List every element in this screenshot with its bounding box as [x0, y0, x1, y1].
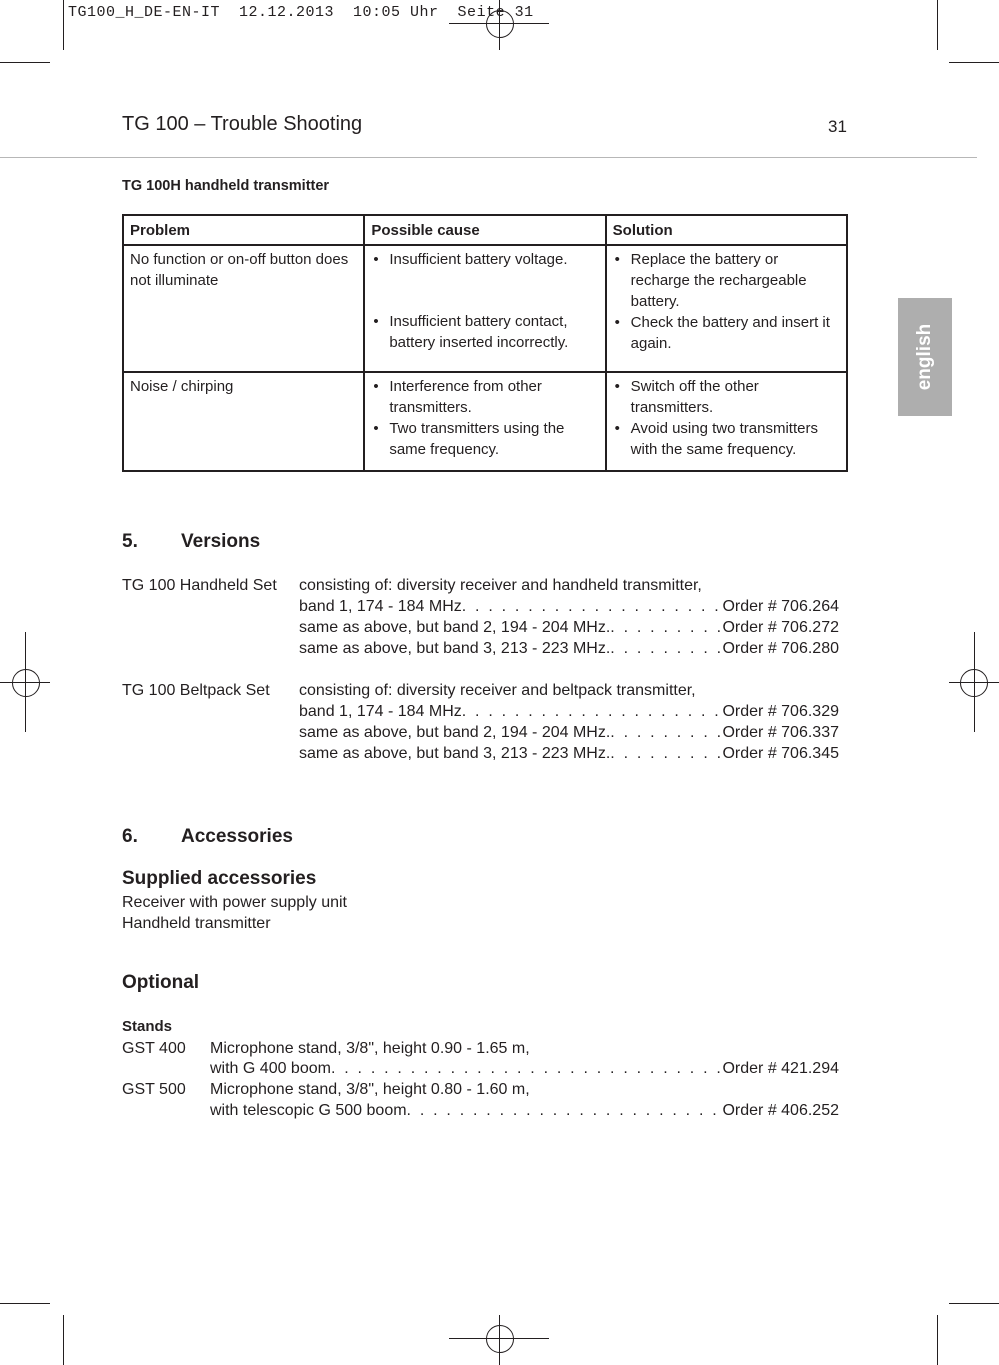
- header-divider: [0, 157, 977, 158]
- stand-model: GST 500: [122, 1081, 186, 1098]
- crop-mark: [949, 62, 999, 63]
- supplied-heading: Supplied accessories: [122, 868, 317, 889]
- order-number: Order # 706.337: [722, 724, 839, 741]
- set-intro: consisting of: diversity receiver and handheld transmitter,: [299, 577, 702, 594]
- cause-item: • Insufficient battery voltage.: [371, 249, 598, 270]
- solution-cell: [606, 372, 847, 471]
- problem-cell: No function or on-off button does not illuminate: [123, 245, 364, 372]
- registration-target-icon: [960, 669, 988, 697]
- order-label: same as above, but band 3, 213 - 223 MHz.: [299, 640, 611, 657]
- crop-mark: [0, 1303, 50, 1304]
- solution-item: • Avoid using two transmitters with the same frequency.: [613, 418, 840, 460]
- order-line: [299, 617, 839, 638]
- order-line: [299, 743, 839, 764]
- order-number: Order # 421.294: [722, 1060, 839, 1077]
- optional-heading: Optional: [122, 972, 200, 993]
- set-intro: consisting of: diversity receiver and beltpack transmitter,: [299, 682, 696, 699]
- section-number: 6.: [122, 826, 138, 847]
- order-line: [299, 701, 839, 722]
- stand-description: Microphone stand, 3/8", height 0.90 - 1.65 m,: [210, 1040, 530, 1057]
- section-title: Versions: [181, 531, 261, 552]
- order-line: [299, 638, 839, 659]
- crop-mark: [0, 62, 50, 63]
- cause-item: • Two transmitters using the same frequency.: [371, 418, 598, 460]
- crop-mark: [937, 1315, 938, 1365]
- set-name: TG 100 Handheld Set: [122, 577, 277, 594]
- troubleshooting-table: [122, 214, 848, 472]
- crop-mark: [63, 1315, 64, 1365]
- cause-item: • Interference from other transmitters.: [371, 376, 598, 418]
- column-header: Problem: [123, 215, 364, 245]
- order-number: Order # 706.280: [722, 640, 839, 657]
- set-name: TG 100 Beltpack Set: [122, 682, 270, 699]
- supplied-item: Receiver with power supply unit: [122, 894, 347, 911]
- cause-cell: [364, 245, 605, 372]
- order-label: same as above, but band 2, 194 - 204 MHz.: [299, 619, 611, 636]
- order-label: same as above, but band 2, 194 - 204 MHz.: [299, 724, 611, 741]
- order-number: Order # 706.329: [722, 703, 839, 720]
- crop-mark: [937, 0, 938, 50]
- order-line: [210, 1100, 839, 1121]
- problem-cell: Noise / chirping: [123, 372, 364, 471]
- page-number: 31: [828, 117, 847, 136]
- cause-cell: [364, 372, 605, 471]
- order-label: same as above, but band 3, 213 - 223 MHz.: [299, 745, 611, 762]
- table-row: [123, 372, 847, 471]
- order-label: band 1, 174 - 184 MHz: [299, 703, 462, 720]
- order-line: [299, 596, 839, 617]
- table-header-row: [123, 215, 847, 245]
- crop-mark: [949, 1303, 999, 1304]
- solution-cell: [606, 245, 847, 372]
- order-line: [210, 1058, 839, 1079]
- table-title: TG 100H handheld transmitter: [122, 178, 330, 194]
- solution-item: • Switch off the other transmitters.: [613, 376, 840, 418]
- page-title: TG 100 – Trouble Shooting: [122, 113, 363, 135]
- column-header: Possible cause: [364, 215, 605, 245]
- section-number: 5.: [122, 531, 138, 552]
- supplied-item: Handheld transmitter: [122, 915, 271, 932]
- order-number: Order # 406.252: [722, 1102, 839, 1119]
- registration-target-icon: [486, 1325, 514, 1353]
- cause-item: • Insufficient battery contact, battery inserted incorrectly.: [371, 311, 598, 353]
- order-label: with G 400 boom: [210, 1060, 331, 1077]
- solution-item: • Replace the battery or recharge the rechargeable battery.: [613, 249, 840, 312]
- crop-mark: [63, 0, 64, 50]
- order-number: Order # 706.272: [722, 619, 839, 636]
- order-number: Order # 706.264: [722, 598, 839, 615]
- section-title: Accessories: [181, 826, 293, 847]
- order-number: Order # 706.345: [722, 745, 839, 762]
- stand-model: GST 400: [122, 1040, 186, 1057]
- language-tab: [898, 298, 952, 416]
- order-label: with telescopic G 500 boom: [210, 1102, 407, 1119]
- print-slug: TG100_H_DE-EN-IT 12.12.2013 10:05 Uhr Seite 31: [68, 4, 534, 21]
- order-label: band 1, 174 - 184 MHz: [299, 598, 462, 615]
- stand-description: Microphone stand, 3/8", height 0.80 - 1.60 m,: [210, 1081, 530, 1098]
- table-row: [123, 245, 847, 372]
- column-header: Solution: [606, 215, 847, 245]
- solution-item: • Check the battery and insert it again.: [613, 312, 840, 354]
- language-tab-label: english: [914, 323, 935, 391]
- order-line: [299, 722, 839, 743]
- registration-target-icon: [12, 669, 40, 697]
- stands-heading: Stands: [122, 1018, 173, 1035]
